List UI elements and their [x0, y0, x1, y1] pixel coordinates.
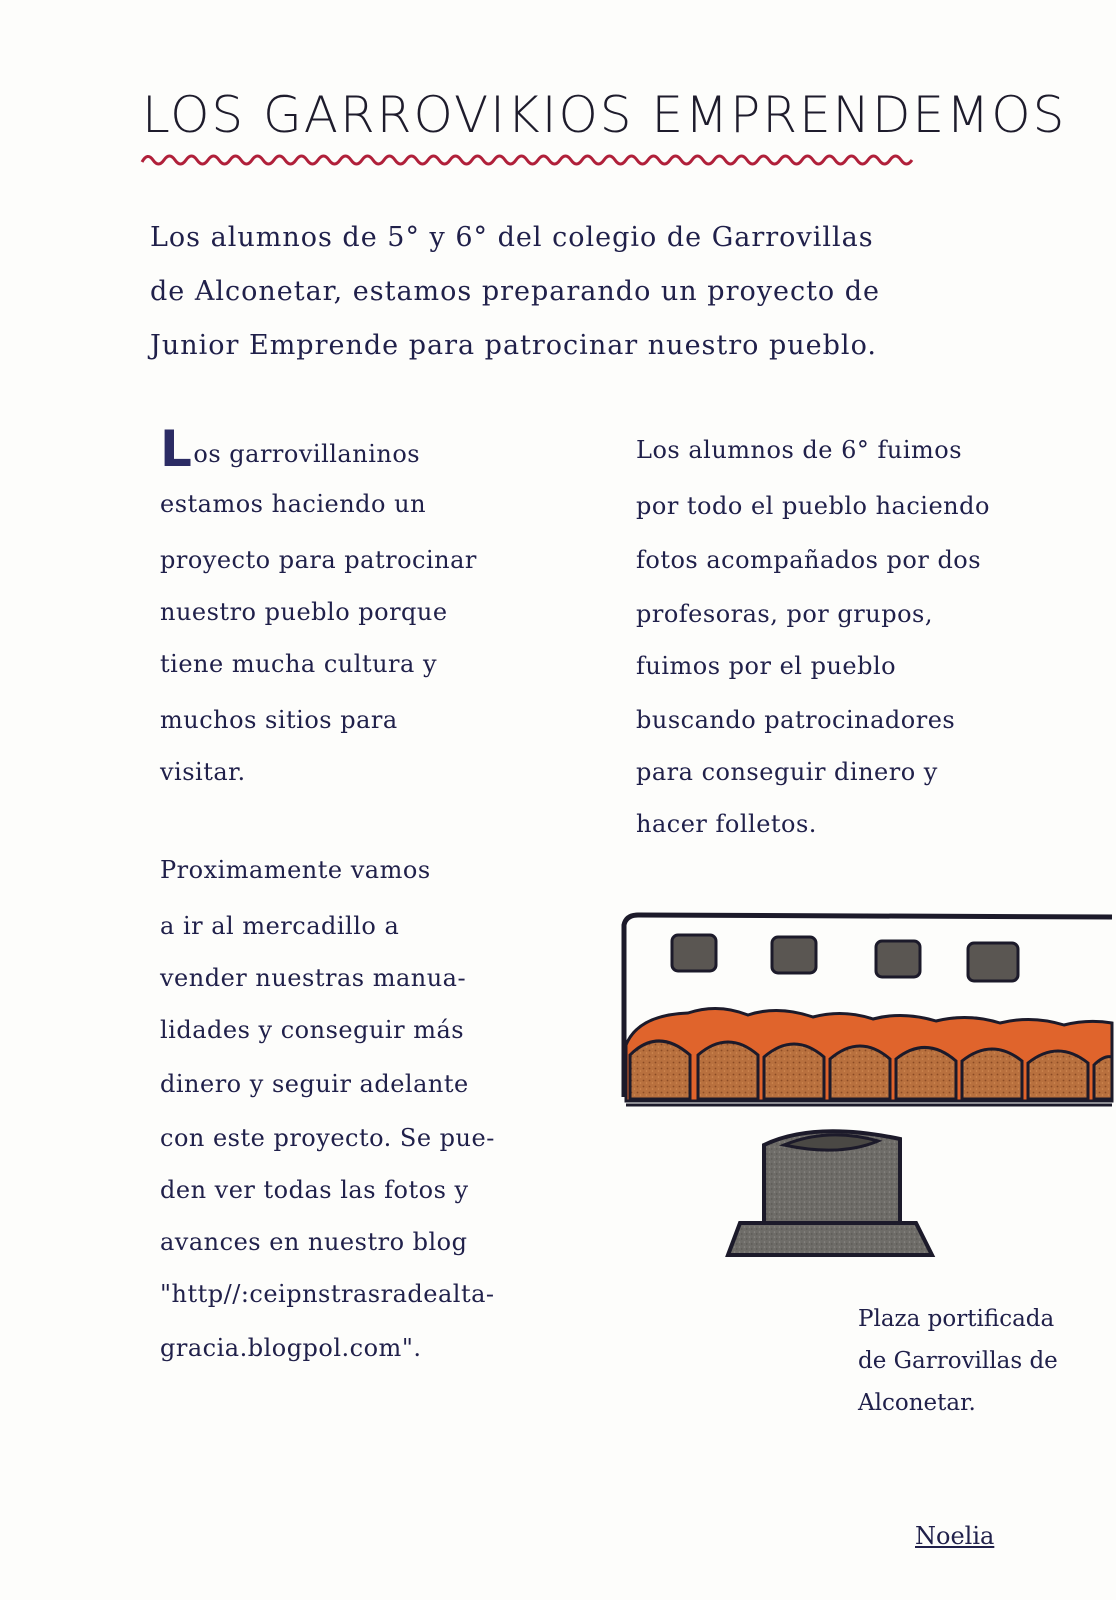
- right-column-line: para conseguir dinero y: [636, 758, 938, 786]
- bottom-left-line: den ver todas las fotos y: [160, 1176, 469, 1204]
- bottom-left-line: dinero y seguir adelante: [160, 1070, 469, 1098]
- bottom-left-line: lidades y conseguir más: [160, 1016, 465, 1044]
- page-title: LOS GARROVIKIOS EMPRENDEMOS: [142, 86, 1067, 144]
- author-signature: Noelia: [915, 1522, 995, 1550]
- caption-line: Alconetar.: [858, 1390, 976, 1416]
- bottom-left-line: vender nuestras manua-: [160, 964, 467, 992]
- right-column-line: fuimos por el pueblo: [636, 652, 897, 680]
- intro-line: Junior Emprende para patrocinar nuestro pueblo.: [150, 330, 877, 361]
- bottom-left-line: gracia.blogpol.com".: [160, 1334, 422, 1362]
- left-column-line: nuestro pueblo porque: [160, 598, 448, 626]
- right-column-line: fotos acompañados por dos: [636, 546, 982, 574]
- left-column-line: [160, 420, 421, 478]
- left-column-line: visitar.: [160, 758, 246, 786]
- caption-line: de Garrovillas de: [858, 1348, 1058, 1374]
- window-icon: [968, 943, 1018, 981]
- bottom-left-line: "http//:ceipnstrasradealta-: [160, 1280, 495, 1308]
- caption-line: Plaza portificada: [858, 1306, 1055, 1332]
- right-column-line: buscando patrocinadores: [636, 706, 956, 734]
- plaza-drawing: [618, 905, 1116, 1285]
- title-squiggle-underline: [140, 148, 916, 172]
- drop-cap: L: [160, 420, 193, 478]
- window-icon: [772, 937, 816, 973]
- right-column-line: hacer folletos.: [636, 810, 817, 838]
- bottom-left-line: avances en nuestro blog: [160, 1228, 468, 1256]
- left-column-line: proyecto para patrocinar: [160, 546, 477, 574]
- right-column-line: profesoras, por grupos,: [636, 600, 933, 628]
- fountain-icon: [728, 1131, 932, 1255]
- left-column-line-text: os garrovillaninos: [193, 440, 421, 468]
- window-icon: [876, 941, 920, 977]
- bottom-left-line: Proximamente vamos: [160, 856, 431, 884]
- bottom-left-line: con este proyecto. Se pue-: [160, 1124, 495, 1152]
- intro-line: de Alconetar, estamos preparando un proyecto de: [150, 276, 881, 307]
- left-column-line: estamos haciendo un: [160, 490, 427, 518]
- window-icon: [672, 935, 716, 971]
- left-column-line: tiene mucha cultura y: [160, 650, 438, 678]
- right-column-line: Los alumnos de 6° fuimos: [636, 436, 963, 464]
- right-column-line: por todo el pueblo haciendo: [636, 492, 990, 520]
- bottom-left-line: a ir al mercadillo a: [160, 912, 400, 940]
- left-column-line: muchos sitios para: [160, 706, 398, 734]
- intro-line: Los alumnos de 5° y 6° del colegio de Garrovillas: [150, 222, 874, 253]
